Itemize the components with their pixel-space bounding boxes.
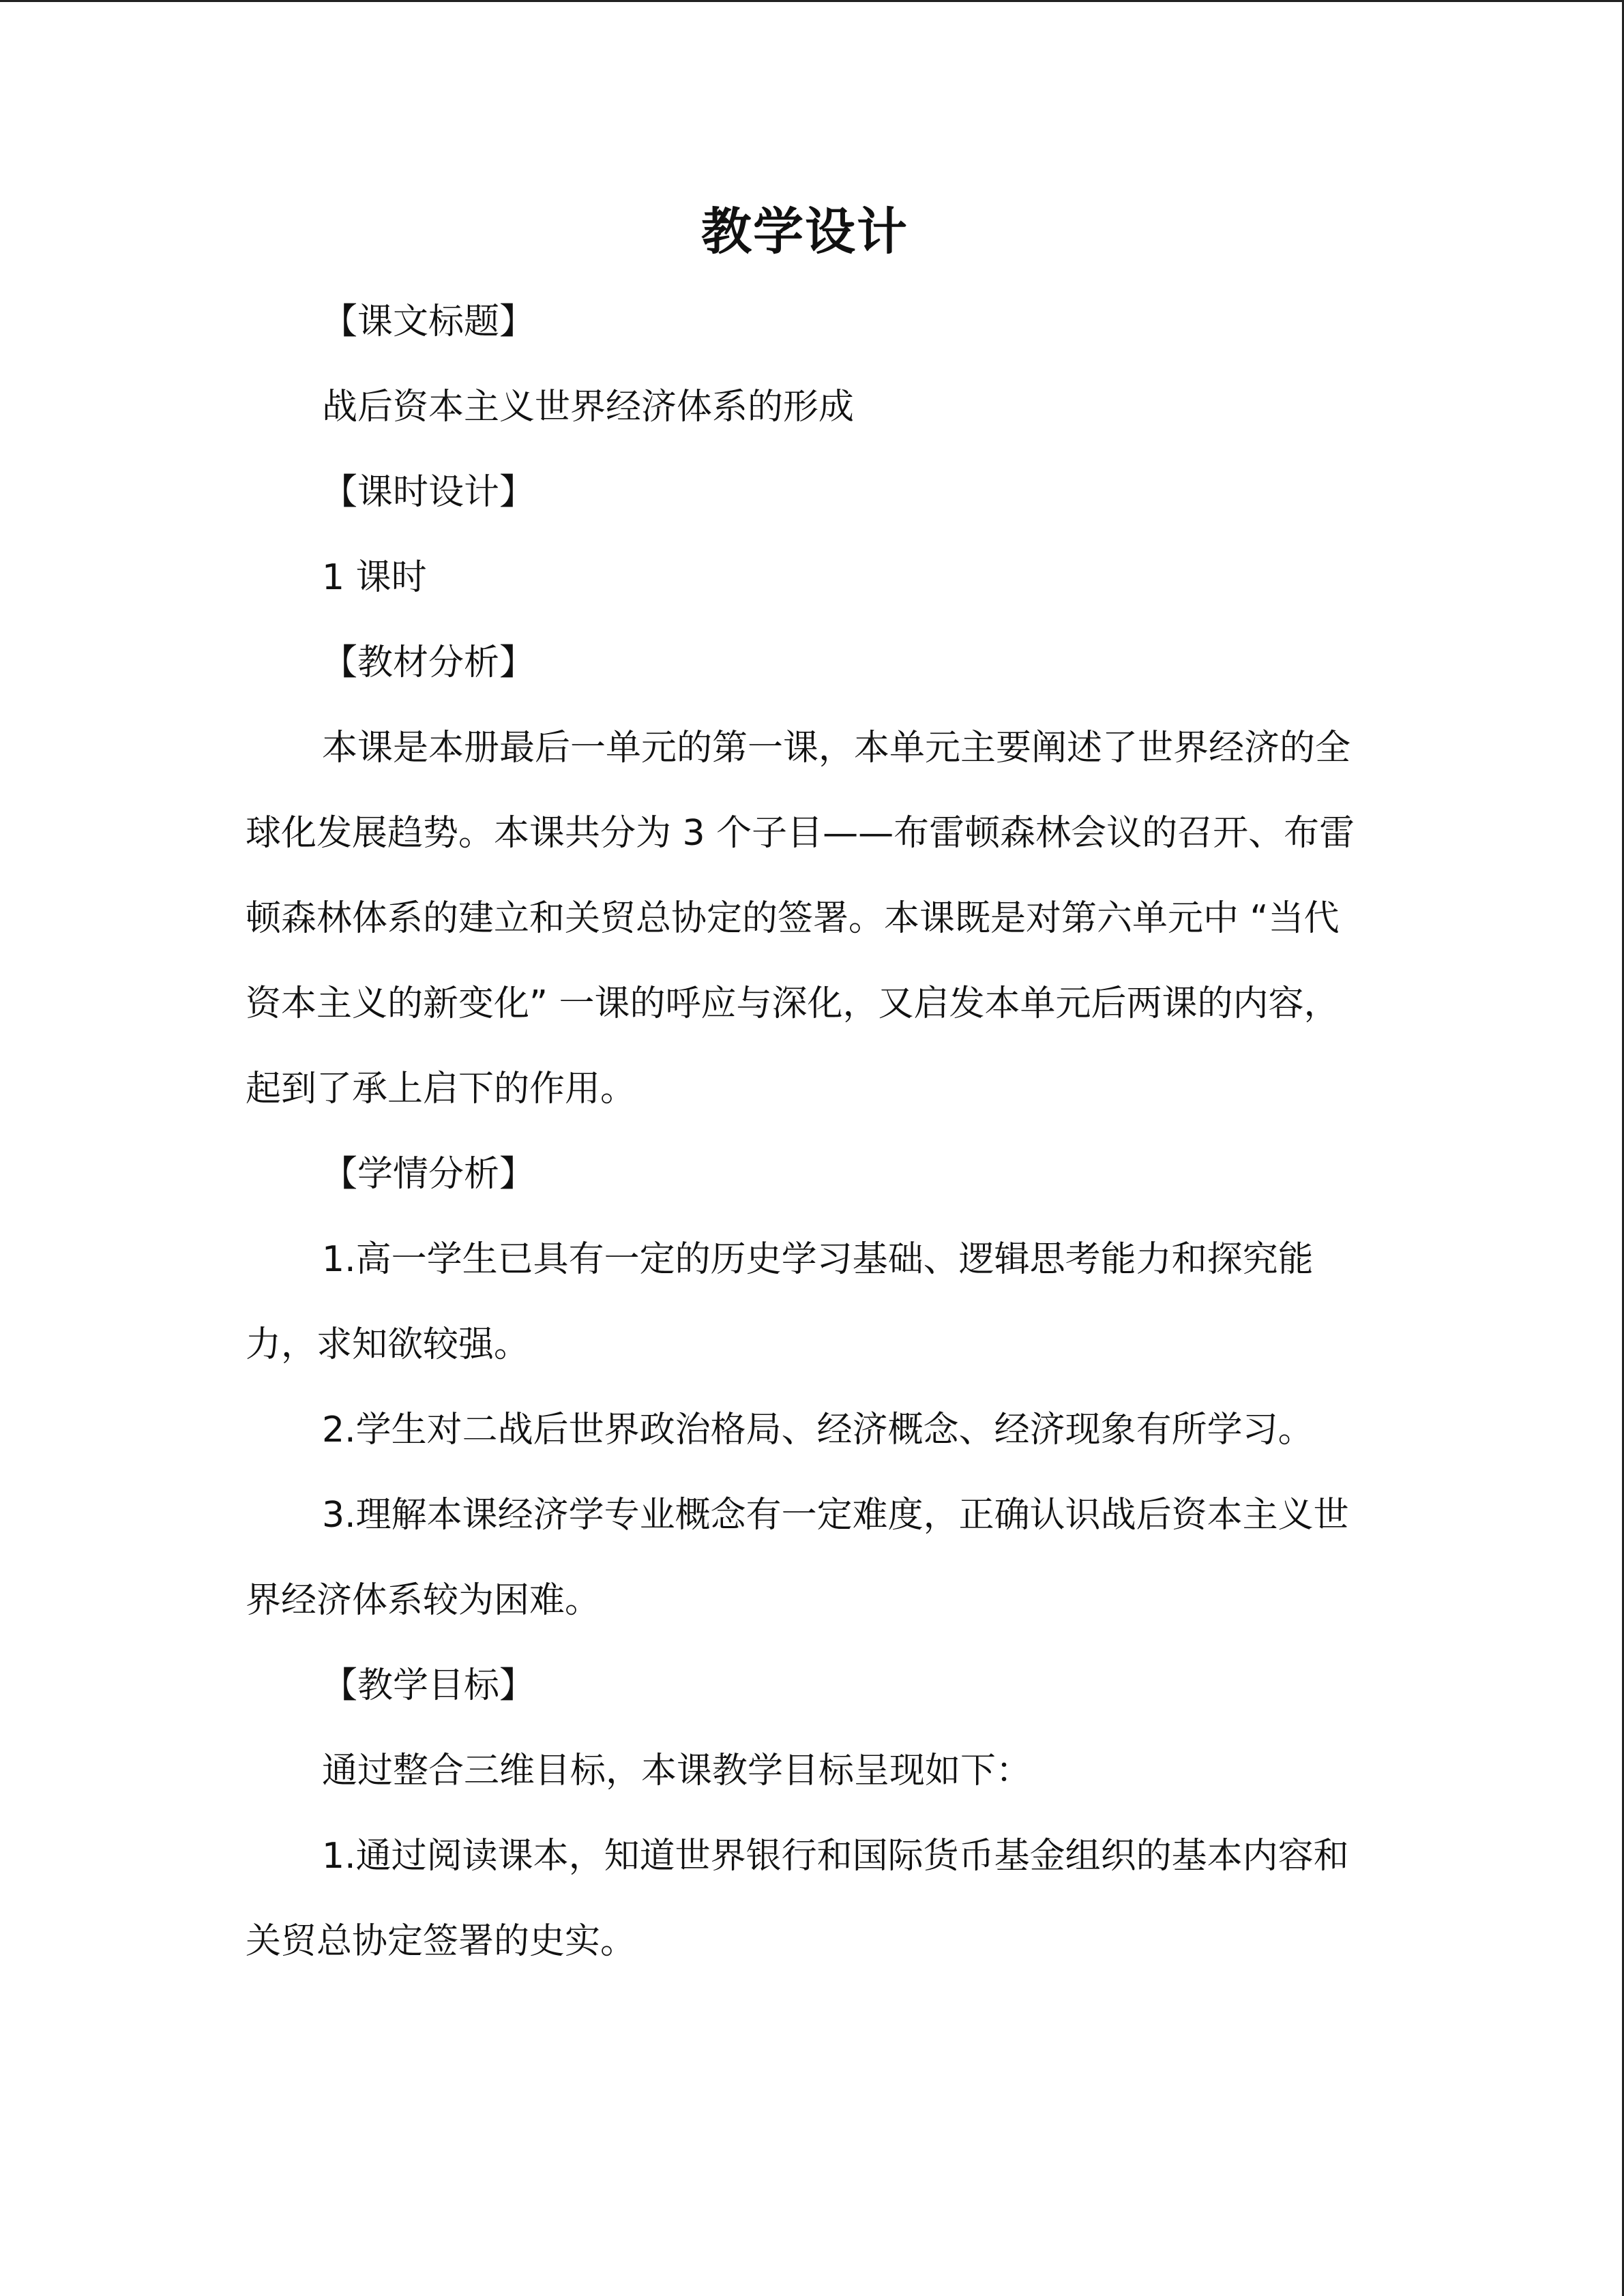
page-top-border (0, 0, 1624, 2)
lesson-title-text: 战后资本主义世界经济体系的形成 (322, 387, 855, 428)
student-analysis-item-3: 3.理解本课经济学专业概念有一定难度，正确认识战后资本主义世界经济体系较为困难。 (246, 1495, 1349, 1621)
student-analysis-item-1: 1.高一学生已具有一定的历史学习基础、逻辑思考能力和探究能力，求知欲较强。 (246, 1239, 1314, 1365)
material-analysis-paragraph: 本课是本册最后一单元的第一课，本单元主要阐述了世界经济的全球化发展趋势。本课共分为 3 个子目——布雷顿森林会议的召开、布雷顿森林体系的建立和关贸总协定的签署。本课既是对第六单元中 “当代资本主义的新变化” 一课的呼应与深化，又启发本单元后两课的内容，起到了承上启下的作用。 (246, 728, 1355, 1109)
period-design-text: 1 课时 (322, 557, 427, 598)
teaching-goal-item-1: 1.通过阅读课本，知道世界银行和国际货币基金组织的基本内容和关贸总协定签署的史实。 (246, 1836, 1349, 1962)
heading-period-design: 【课时设计】 (322, 472, 535, 513)
heading-lesson-title: 【课文标题】 (322, 301, 535, 342)
document-title: 教学设计 (701, 203, 909, 261)
heading-student-analysis: 【学情分析】 (322, 1154, 535, 1195)
heading-teaching-goals: 【教学目标】 (322, 1665, 535, 1706)
student-analysis-item-2: 2.学生对二战后世界政治格局、经济概念、经济现象有所学习。 (322, 1410, 1314, 1450)
document-page (246, 198, 1364, 1984)
heading-material-analysis: 【教材分析】 (322, 642, 535, 683)
teaching-goals-intro: 通过整合三维目标，本课教学目标呈现如下： (322, 1750, 1032, 1791)
